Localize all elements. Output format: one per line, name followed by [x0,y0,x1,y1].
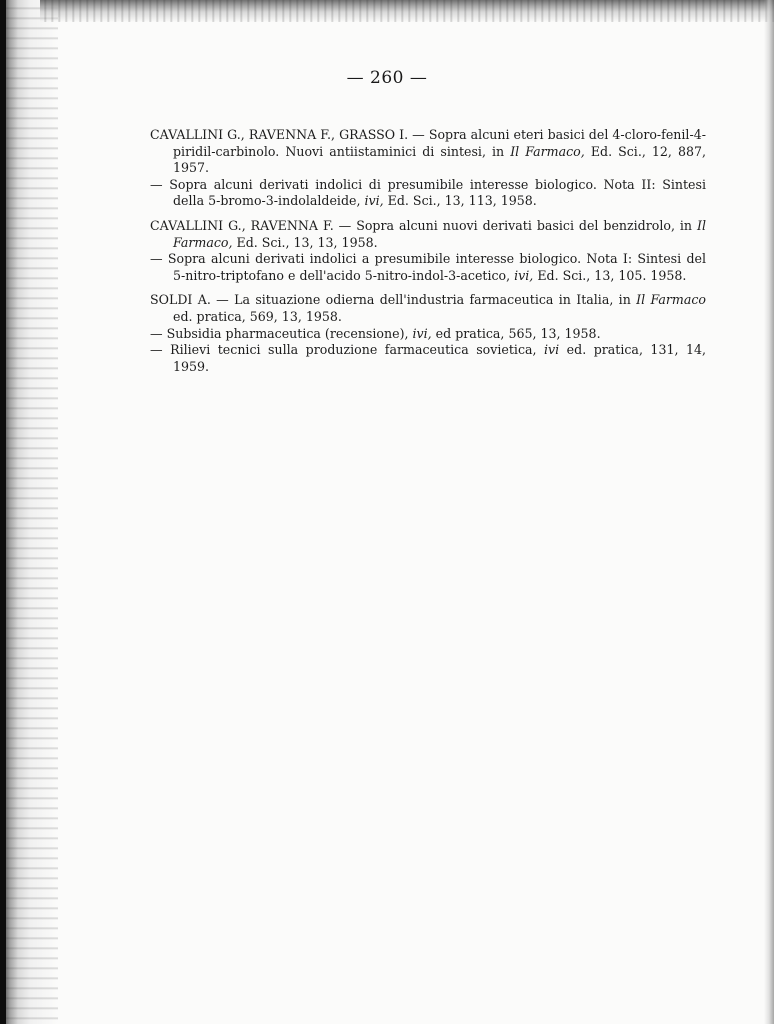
entry-journal: ivi, [412,325,432,341]
entry-author: CAVALLINI G., RAVENNA F., GRASSO I. — [150,127,429,142]
scan-binding-shadow [0,0,58,1024]
bibliography-entry [150,292,706,325]
entry-details: ed. pratica, 131, 14, 1959. [173,342,707,374]
bibliography-group-cavallini-ravenna-grasso [150,127,706,210]
entry-journal: ivi, [514,267,534,283]
entry-title: Sopra alcuni eteri basici del 4-cloro-fenil-4-piridil-carbinolo. Nuovi antiistaminici di sintesi, in [173,127,706,159]
entry-title: Sopra alcuni nuovi derivati basici del benzidrolo, in [356,217,697,233]
scan-right-shadow [764,0,774,1024]
entry-author: — [150,325,167,341]
page-number: — 260 — [346,68,428,88]
entry-title: Rilievi tecnici sulla produzione farmaceutica sovietica, [170,342,545,358]
bibliography-group-cavallini-ravenna [150,218,706,284]
entry-details: Ed. Sci., 13, 105. 1958. [533,267,687,283]
entry-title: Sopra alcuni derivati indolici a presumibile interesse biologico. Nota I: Sintesi del 5-nitro-triptofano e dell'acido 5-nitro-indol-3-acetico, [167,251,706,283]
bibliography-group-soldi [150,292,706,375]
entry-author: — [150,251,168,267]
entry-title: La situazione odierna dell'industria farmaceutica in Italia, in [234,292,637,308]
entry-details: Ed. Sci., 12, 887, 1957. [173,143,706,176]
entry-author: CAVALLINI G., RAVENNA F. — [150,217,357,233]
bibliography-entry [150,342,706,375]
entry-author: SOLDI A. — [150,292,235,308]
entry-journal: Il Farmaco, [510,143,585,159]
entry-author: — [150,176,170,192]
entry-journal: Il Farmaco, [173,217,706,250]
bibliography-entry [150,326,706,343]
entry-details: ed. pratica, 569, 13, 1958. [173,308,342,324]
entry-journal: Il Farmaco [636,292,706,308]
entry-author: — [150,342,171,358]
scan-spine-edge [0,0,6,1024]
bibliography-entry [150,218,706,251]
entry-journal: ivi [544,342,560,358]
bibliography-list [150,127,706,383]
entry-details: ed pratica, 565, 13, 1958. [431,325,601,341]
bibliography-entry [150,127,706,177]
entry-details: Ed. Sci., 13, 113, 1958. [383,193,537,209]
entry-details: Ed. Sci., 13, 13, 1958. [232,234,378,250]
bibliography-entry [150,251,706,284]
entry-title: Sopra alcuni derivati indolici di presumibile interesse biologico. Nota II: Sintesi della 5-bromo-3-indolaldeide, [169,176,706,209]
entry-title: Subsidia pharmaceutica (recensione), [166,325,413,341]
bibliography-entry [150,177,706,210]
entry-journal: ivi, [364,193,384,209]
scan-top-shadow [40,0,774,22]
